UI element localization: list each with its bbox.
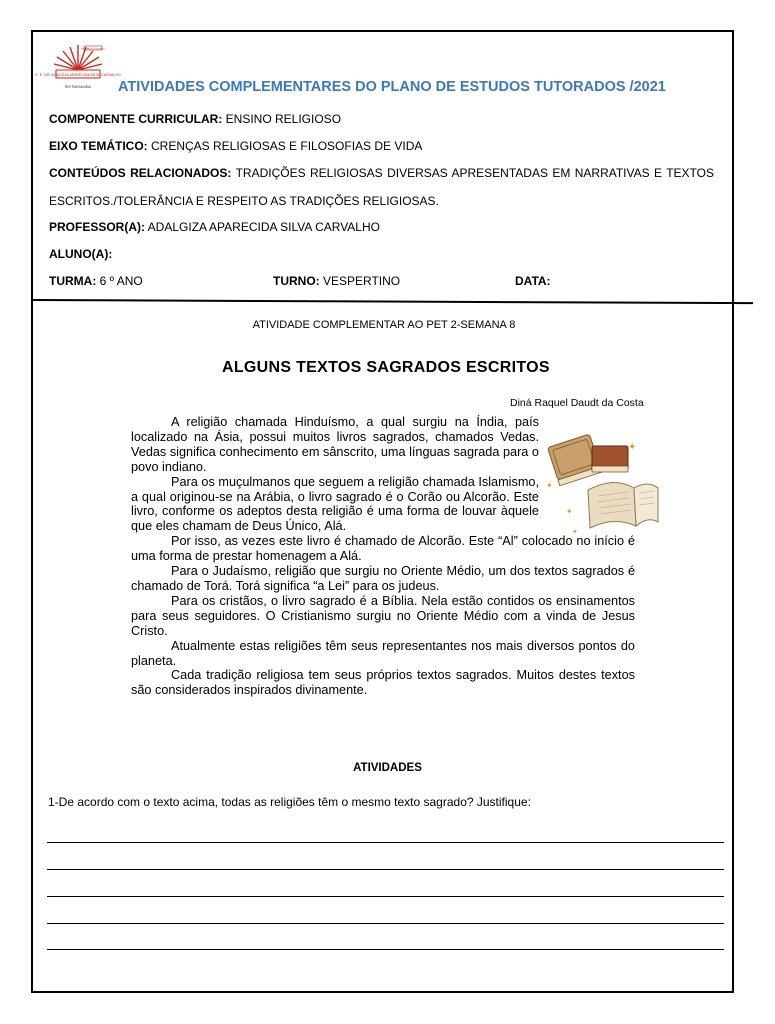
logo-top-text: GOVERNO DO ESTADO	[80, 48, 106, 51]
svg-text:✦: ✦	[546, 481, 553, 490]
componente-label: COMPONENTE CURRICULAR:	[49, 112, 223, 126]
page-title: ATIVIDADES COMPLEMENTARES DO PLANO DE ESTUDOS TUTORADOS /2021	[118, 79, 666, 95]
eixo-value: CRENÇAS RELIGIOSAS E FILOSOFIAS DE VIDA	[147, 139, 423, 153]
turno-field	[273, 274, 400, 288]
data-field	[515, 274, 551, 288]
professor-value: ADALGIZA APARECIDA SILVA CARVALHO	[145, 220, 380, 234]
activities-heading: ATIVIDADES	[353, 762, 422, 774]
answer-line[interactable]	[47, 869, 724, 870]
turno-label: TURNO:	[273, 274, 320, 288]
paragraph-hinduismo: A religião chamada Hinduísmo, a qual surgiu na Índia, país localizado na Ásia, possui muitos livros sagrados, chamados Vedas. Vedas significa conhecimento em sânscrito, uma línguas sagrada para o povo indiano.	[131, 415, 539, 474]
svg-text:✦: ✦	[628, 442, 637, 453]
conteudos-relacionados-block	[49, 159, 714, 215]
reading-author: Diná Raquel Daudt da Costa	[510, 397, 644, 409]
answer-line[interactable]	[47, 923, 724, 924]
logo-band-text: E. E. DR. ADALGIZA APARECIDA SILVA CARVALHO	[35, 73, 121, 77]
logo-bottom-text: RIO PARANAÍBA	[64, 85, 92, 89]
paragraph-atualmente: Atualmente estas religiões têm seus representantes nos mais diversos pontos do planeta.	[131, 638, 635, 668]
conteudos-value: TRADIÇÕES RELIGIOSAS DIVERSAS APRESENTADAS EM NARRATIVAS E TEXTOS ESCRITOS./TOLERÂNCIA E RESPEITO AS TRADIÇÕES RELIGIOSAS.	[49, 166, 715, 208]
conteudos-label: CONTEÚDOS RELACIONADOS:	[49, 166, 232, 180]
aluno-label: ALUNO(A):	[49, 247, 113, 261]
school-emblem-icon	[35, 44, 121, 94]
turma-value: 6 º ANO	[96, 274, 143, 288]
question-1: 1-De acordo com o texto acima, todas as religiões têm o mesmo texto sagrado? Justifique:	[48, 795, 531, 809]
activity-subtitle: ATIVIDADE COMPLEMENTAR AO PET 2-SEMANA 8	[252, 319, 516, 331]
data-label: DATA:	[515, 274, 551, 288]
eixo-tematico-line	[49, 139, 422, 153]
paragraph-judaismo: Para o Judaísmo, religião que surgiu no Oriente Médio, um dos textos sagrados é chamado de Torá. Torá significa “a Lei” para os judeus.	[131, 564, 635, 593]
answer-line[interactable]	[47, 842, 724, 843]
paragraph-alcorao: Por isso, as vezes este livro é chamado de Alcorão. Este “Al” colocado no início é uma forma de prestar homenagem a Alá.	[131, 534, 635, 564]
professor-label: PROFESSOR(A):	[49, 220, 145, 234]
turma-field	[49, 274, 143, 288]
turma-label: TURMA:	[49, 274, 97, 288]
componente-curricular-line	[49, 112, 341, 126]
answer-line[interactable]	[47, 896, 724, 897]
reading-title: ALGUNS TEXTOS SAGRADOS ESCRITOS	[222, 359, 550, 376]
turno-value: VESPERTINO	[319, 274, 401, 288]
eixo-label: EIXO TEMÁTICO:	[49, 139, 148, 153]
svg-text:✦: ✦	[572, 528, 578, 536]
svg-text:✦: ✦	[566, 507, 573, 516]
professor-line	[49, 220, 380, 234]
paragraph-cada-tradicao: Cada tradição religiosa tem seus próprios textos sagrados. Muitos destes textos são considerados inspirados divinamente.	[131, 668, 635, 698]
books-illustration-icon	[544, 418, 664, 536]
paragraph-islamismo: Para os muçulmanos que seguem a religião chamada Islamismo, a qual originou-se na Arábia, o livro sagrado é o Corão ou Alcorão. Este livro, conforme os adeptos desta religião é uma forma de louvar àquele que eles chamam de Deus Único, Alá.	[131, 474, 539, 534]
paragraph-cristianismo: Para os cristãos, o livro sagrado é a Bíblia. Nela estão contidos os ensinamentos para seus seguidores. O Cristianismo surgiu no Oriente Médio com a vinda de Jesus Cristo.	[131, 593, 635, 638]
aluno-line	[49, 247, 112, 261]
answer-line[interactable]	[47, 949, 724, 950]
componente-value: ENSINO RELIGIOSO	[222, 112, 342, 126]
